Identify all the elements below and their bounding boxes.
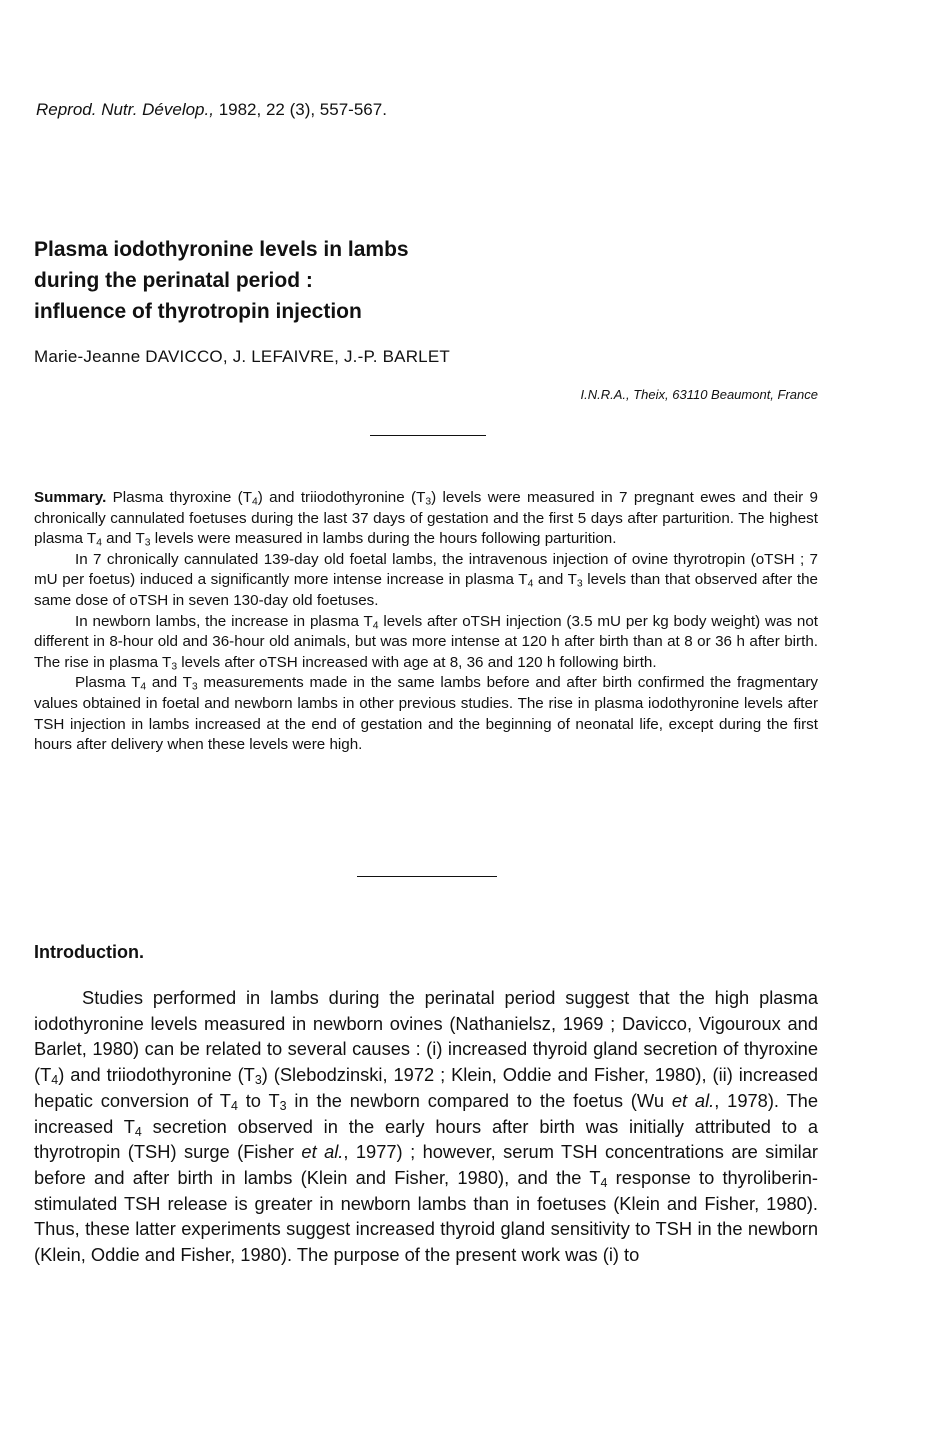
- summary-paragraph: In 7 chronically cannulated 139-day old foetal lambs, the intravenous injection of ovine thyrotropin (oTSH ; 7 mU per foetus) induced a significantly more intense increase in plasma $T_4$ and $T_3$ levels than that observed after the same dose of oTSH in seven 130-day old foetuses.: [34, 550, 818, 609]
- summary-text: Plasma thyroxine $(T_4)$ and triiodothyronine $(T_3)$ levels were measured in 7 pregnant ewes and their 9 chronically cannulated foetuses during the last 37 days of gestation and the first 5 days after parturition. The highest plasma $T_4$ and $T_3$ levels were measured in lambs during the hours following parturition.: [34, 489, 818, 549]
- journal-citation: [36, 100, 387, 120]
- title-line: Plasma iodothyronine levels in lambs: [34, 238, 409, 261]
- summary-paragraph: In newborn lambs, the increase in plasma $T_4$ levels after oTSH injection (3.5 mU per kg body weight) was not different in 8-hour old and 36-hour old animals, but was more intense at 120 h after birth than at 8 or 36 h after birth. The rise in plasma $T_3$ levels after oTSH increased with age at 8, 36 and 120 h following birth.: [34, 612, 818, 673]
- title-line: influence of thyrotropin injection: [34, 300, 362, 323]
- introduction-section: [34, 985, 818, 1268]
- section-heading: Introduction.: [34, 942, 144, 962]
- summary-paragraph: [34, 488, 818, 550]
- affiliation: I.N.R.A., Theix, 63110 Beaumont, France: [580, 387, 818, 402]
- author-list: Marie-Jeanne DAVICCO, J. LEFAIVRE, J.-P. BARLET: [34, 347, 450, 366]
- summary-paragraph: Plasma $T_4$ and $T_3$ measurements made in the same lambs before and after birth confirmed the fragmentary values obtained in foetal and newborn lambs in other previous studies. The rise in plasma iodothyronine levels after TSH injection in lambs increased at the end of gestation and the beginning of neonatal life, except during the first hours after delivery when these levels were high.: [34, 674, 818, 754]
- section-divider: [357, 876, 497, 877]
- citation-details: 1982, 22 (3), 557-567.: [218, 100, 387, 119]
- paper-title: [34, 234, 634, 327]
- summary-section: [34, 488, 818, 756]
- title-line: during the perinatal period :: [34, 269, 313, 292]
- journal-name: Reprod. Nutr. Dévelop.,: [36, 100, 214, 119]
- summary-label: Summary.: [34, 489, 107, 506]
- body-paragraph: Studies performed in lambs during the perinatal period suggest that the high plasma iodothyronine levels measured in newborn ovines (Nathanielsz, 1969 ; Davicco, Vigouroux and Barlet, 1980) can be related to several causes : (i) increased thyroid gland secretion of thyroxine $(T_4)$ and triiodothyronine $(T_3)$ (Slebodzinski, 1972 ; Klein, Oddie and Fisher, 1980), (ii) increased hepatic conversion of $T_4$ to $T_3$ in the newborn compared to the foetus (Wu et al., 1978). The increased $T_4$ secretion observed in the early hours after birth was initially attributed to a thyrotropin (TSH) surge (Fisher et al., 1977) ; however, serum TSH concentrations are similar before and after birth in lambs (Klein and Fisher, 1980), and the $T_4$ response to thyroliberin-stimulated TSH release is greater in newborn lambs than in foetuses (Klein and Fisher, 1980). Thus, these latter experiments suggest increased thyroid gland sensitivity to TSH in the newborn (Klein, Oddie and Fisher, 1980). The purpose of the present work was (i) to: [34, 987, 818, 1266]
- section-divider: [370, 435, 486, 436]
